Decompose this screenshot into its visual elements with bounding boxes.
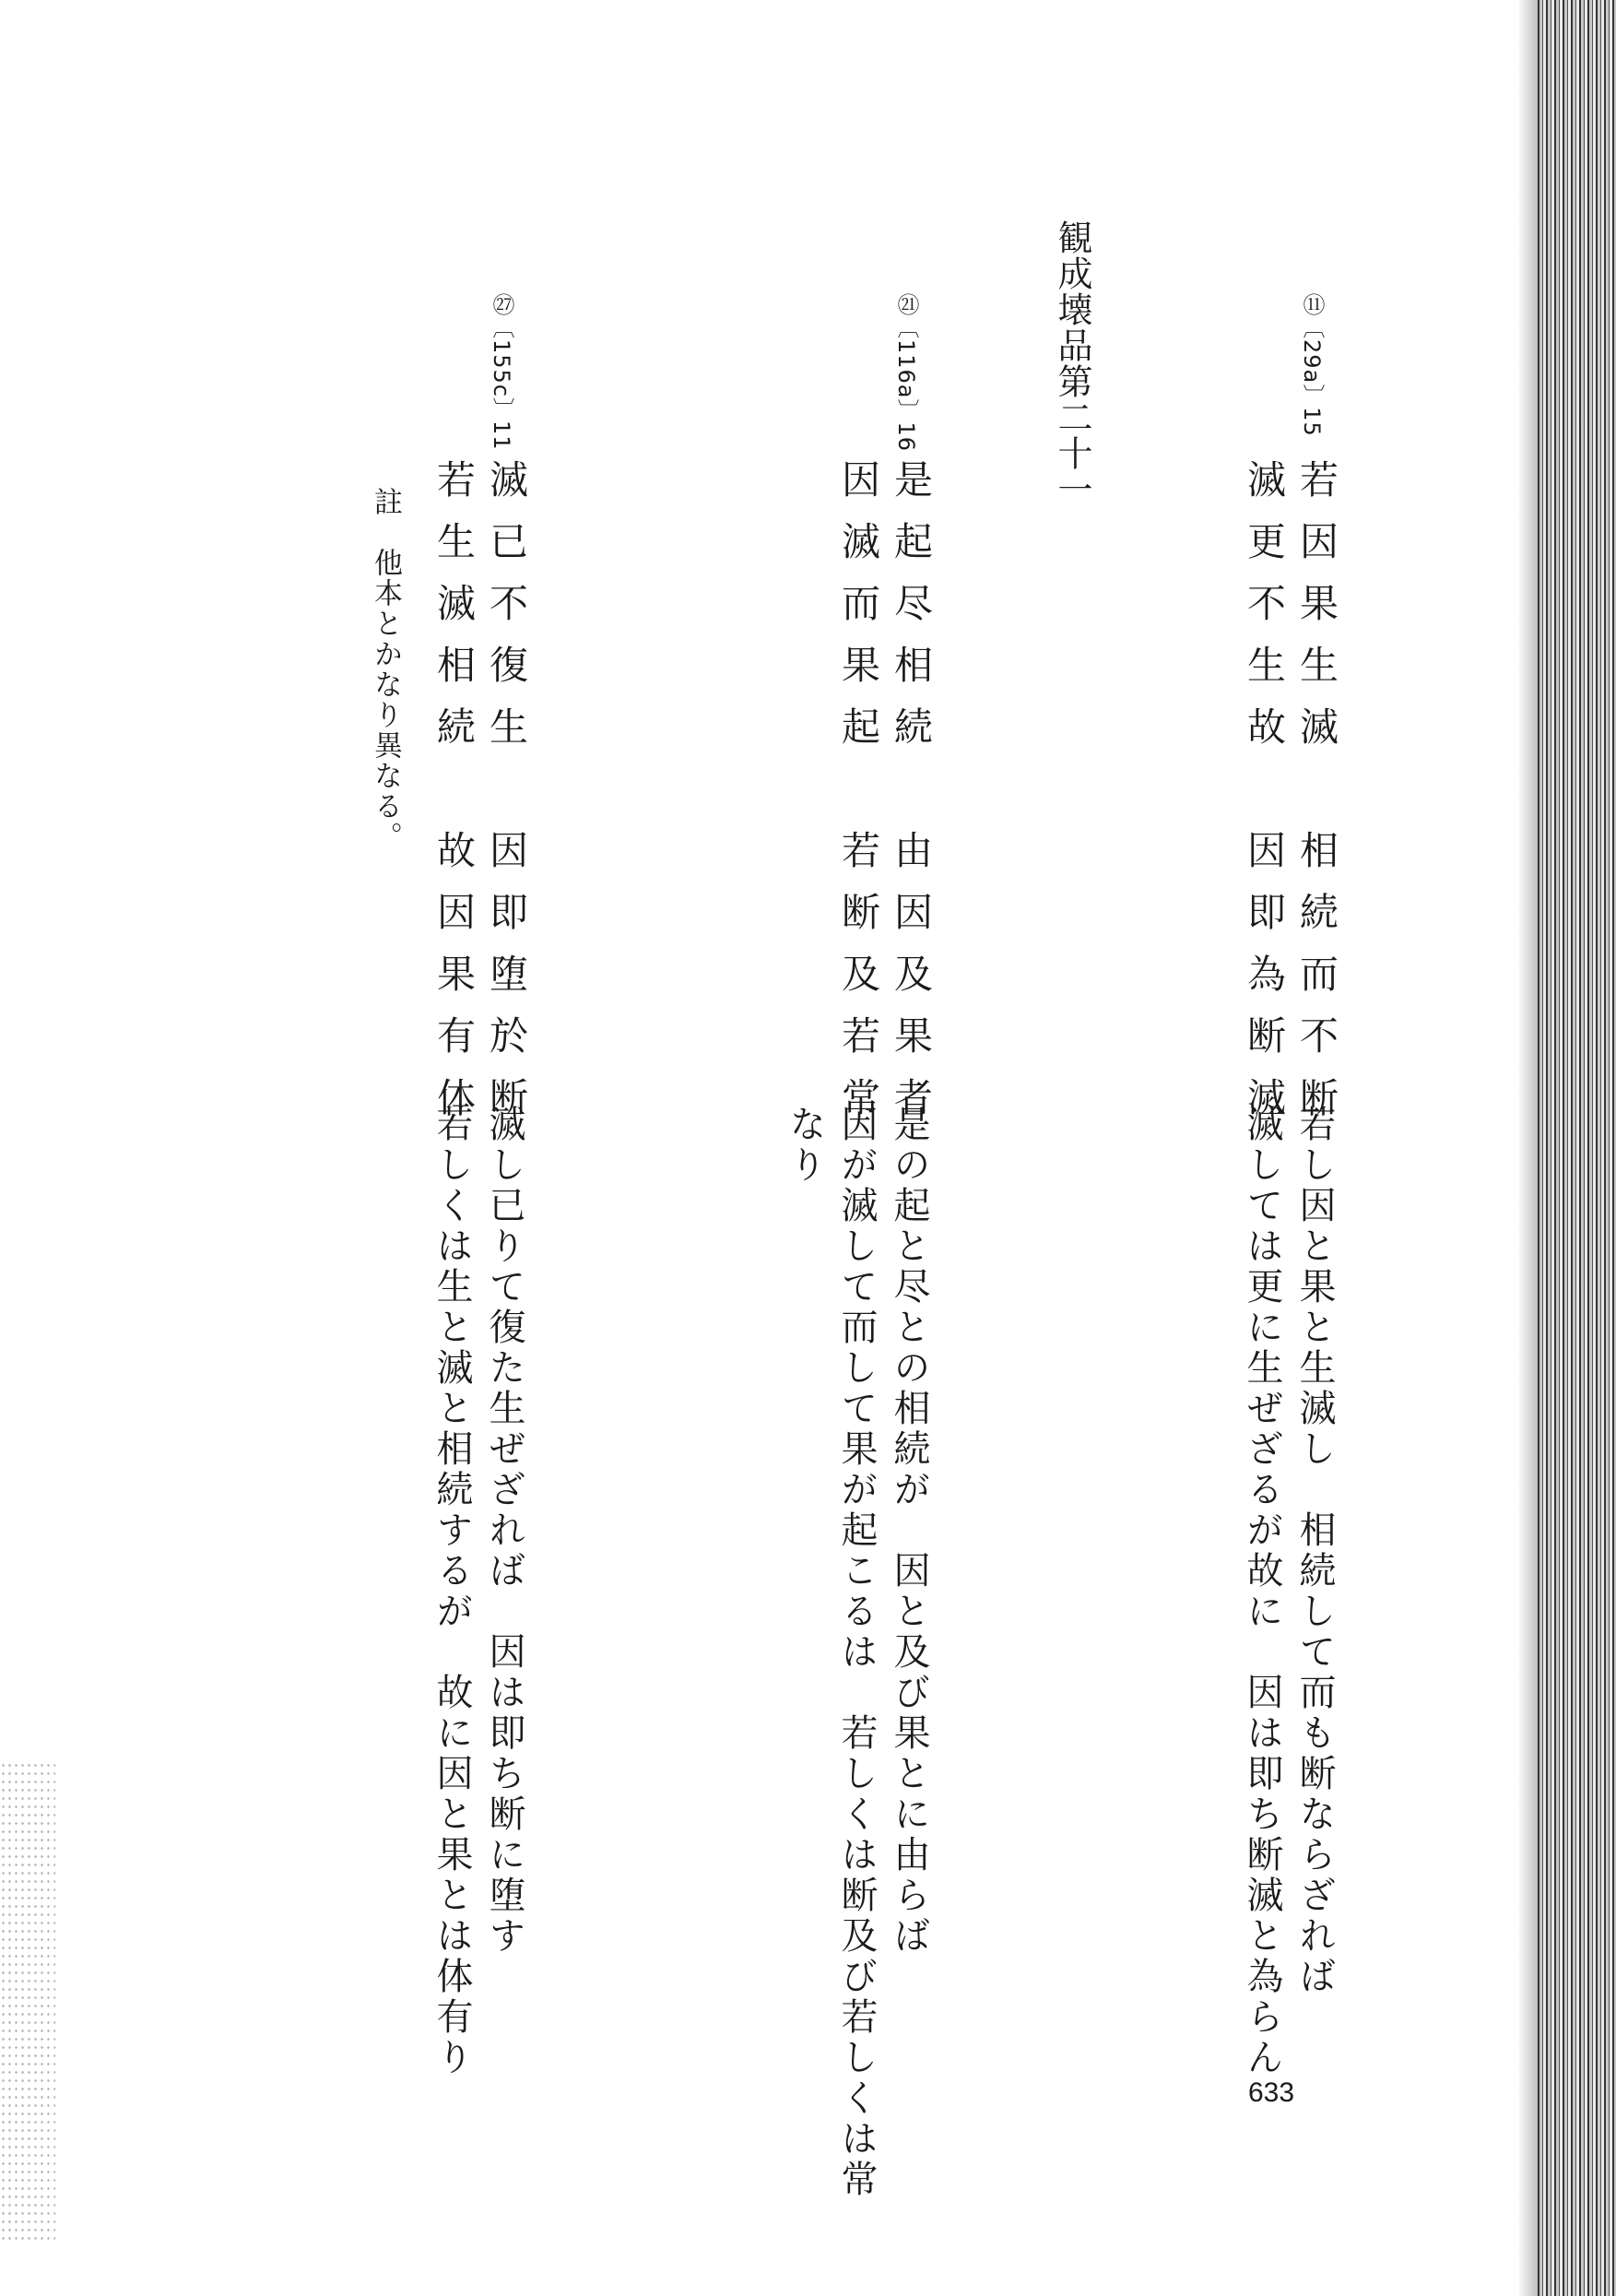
- stanza-1-reference: [1296, 293, 1328, 437]
- stanza-2-translation-line-3: なり: [784, 1105, 826, 1186]
- book-binding-edge: [1538, 0, 1616, 2296]
- stanza-2-marker: ㉑: [893, 293, 919, 316]
- stanza-2-translation-line-1: 是の起と尽との相続が 因と及び果とに由らば: [888, 1105, 930, 1957]
- stanza-1-translation-line-1: 若し因と果と生滅し 相続して而も断ならざれば: [1293, 1105, 1336, 1997]
- stanza-2-translation-line-2: 因が滅して而して果が起こるは 若しくは断及び若しくは常: [835, 1105, 878, 2200]
- stanza-1-verse-line-2: 滅更不生故 因即為断滅: [1242, 459, 1287, 1139]
- stanza-3-translation-line-1: 滅し已りて復た生ぜざれば 因は即ち断に堕す: [483, 1105, 525, 1957]
- stanza-3-marker: ㉗: [489, 293, 514, 316]
- stanza-1-verse-line-1: 若因果生滅 相続而不断: [1294, 459, 1339, 1139]
- binding-shadow: [1517, 0, 1538, 2296]
- stanza-1-ref: 〔29a〕15: [1299, 316, 1325, 437]
- stanza-3-ref: 〔155c〕11: [489, 316, 514, 451]
- stanza-2-verse-line-2: 因滅而果起 若断及若常: [836, 459, 881, 1139]
- stanza-2-verse-line-1: 是起尽相続 由因及果者: [889, 459, 934, 1139]
- stanza-3-verse-line-1: 滅已不復生 因即堕於断: [484, 459, 529, 1139]
- stanza-2-reference: [891, 293, 923, 452]
- stanza-3-reference: [486, 293, 518, 451]
- stanza-1-translation-line-2: 滅しては更に生ぜざるが故に 因は即ち断滅と為らん: [1241, 1105, 1283, 2078]
- stanza-2-ref: 〔116a〕16: [893, 316, 919, 453]
- stanza-3-verse-line-2: 若生滅相続 故因果有体: [431, 459, 477, 1139]
- page-number: 633: [1248, 2077, 1295, 2108]
- footnote: 註 他本とかなり異なる。: [369, 487, 402, 852]
- chapter-title: 観成壊品第二十一: [1052, 219, 1092, 507]
- stanza-1-marker: ⑪: [1299, 293, 1325, 316]
- scan-noise: [0, 1761, 55, 2241]
- stanza-3-translation-line-2: 若しくは生と滅と相続するが 故に因と果とは体有り: [431, 1105, 473, 2078]
